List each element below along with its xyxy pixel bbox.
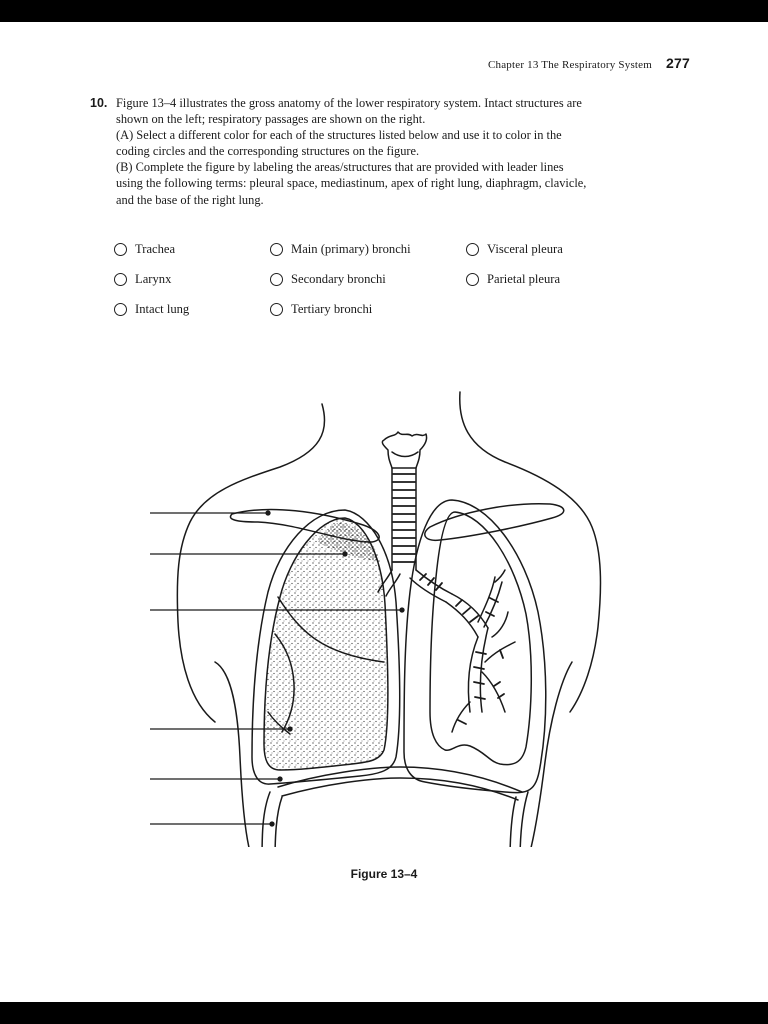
key-label: Intact lung [135,302,190,316]
key-label: Tertiary bronchi [291,302,373,316]
key-label: Main (primary) bronchi [291,242,411,256]
key-item-larynx[interactable] [114,272,171,287]
key-item-trachea[interactable] [114,242,175,257]
question-part-a: (A) Select a different color for each of the structures listed below and use it to color in the coding circles and the corresponding structures on the figure. [116,128,562,159]
coding-circle[interactable] [270,273,283,286]
question-part-b: (B) Complete the figure by labeling the areas/structures that are provided with leader lines using the following terms: pleural space, mediastinum, apex of right lung, diaphragm, clavicle, and the base of the right lung. [116,160,587,207]
coding-circle[interactable] [466,243,479,256]
key-item-secondary-bronchi[interactable] [270,272,386,287]
key-label: Larynx [135,272,172,286]
coloring-key [114,242,614,332]
key-label: Visceral pleura [487,242,563,256]
question-10 [90,95,590,208]
coding-circle[interactable] [270,303,283,316]
key-item-parietal-pleura[interactable] [466,272,560,287]
coding-circle[interactable] [114,243,127,256]
key-item-tertiary-bronchi[interactable] [270,302,372,317]
key-label: Secondary bronchi [291,272,386,286]
coding-circle[interactable] [114,273,127,286]
running-head [488,55,690,71]
respiratory-figure [0,367,768,847]
figure-caption: Figure 13–4 [350,867,418,881]
coding-circle[interactable] [114,303,127,316]
key-item-intact-lung[interactable] [114,302,189,317]
larynx [382,432,426,468]
key-label: Trachea [135,242,176,256]
question-intro: Figure 13–4 illustrates the gross anatomy of the lower respiratory system. Intact structures are shown on the left; respiratory passages are shown on the right. [116,96,582,127]
question-number: 10. [90,96,108,110]
page-number: 277 [666,55,690,71]
chapter-title: Chapter 13 The Respiratory System [487,59,653,71]
key-item-main-bronchi[interactable] [270,242,411,257]
coding-circle[interactable] [270,243,283,256]
textbook-page [0,22,768,1002]
key-label: Parietal pleura [487,272,561,286]
key-item-visceral-pleura[interactable] [466,242,563,257]
right-visceral-pleura [430,512,531,765]
coding-circle[interactable] [466,273,479,286]
